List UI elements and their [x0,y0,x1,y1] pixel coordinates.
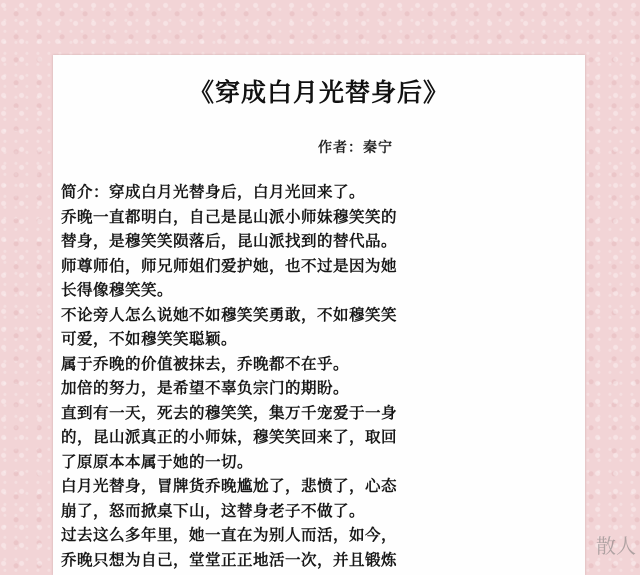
text-line: 乔晚一直都明白，自己是昆山派小师妹穆笑笑的 [61,206,398,226]
document-page [53,55,585,575]
text-line: 加倍的努力，是希望不辜负宗门的期盼。 [61,378,350,397]
synopsis-text [61,180,581,572]
text-line: 过去这么多年里，她一直在为别人而活，如今， [61,525,398,544]
text-line: 长得像穆笑笑。 [61,280,174,299]
text-line: 可爱，不如穆笑笑聪颖。 [61,329,238,348]
text-line: 乔晚只想为自己，堂堂正正地活一次，并且锻炼 [61,549,398,569]
text-line: 崩了，怒而掀桌下山，这替身老子不做了。 [61,500,366,520]
text-line: 不论旁人怎么说她不如穆笑笑勇敢，不如穆笑笑 [61,304,398,324]
text-line: 属于乔晚的价值被抹去，乔晚都不在乎。 [61,353,350,373]
text-line: 白月光替身，冒牌货乔晚尴尬了，悲愤了，心态 [61,476,398,495]
text-line: 直到有一天，死去的穆笑笑，集万千宠爱于一身 [61,402,398,422]
text-line: 师尊师伯，师兄师姐们爱护她，也不过是因为她 [61,255,398,275]
text-line: 简介：穿成白月光替身后，白月光回来了。 [61,182,366,201]
text-line: 替身，是穆笑笑陨落后，昆山派找到的替代品。 [61,231,398,250]
watermark-text: 散人 [596,534,636,558]
text-line: 了原原本本属于她的一切。 [61,451,254,471]
text-line: 的，昆山派真正的小师妹，穆笑笑回来了，取回 [61,427,398,446]
document-title: 《穿成白月光替身后》 [188,78,449,107]
author-line: 作者：秦宁 [318,140,393,156]
